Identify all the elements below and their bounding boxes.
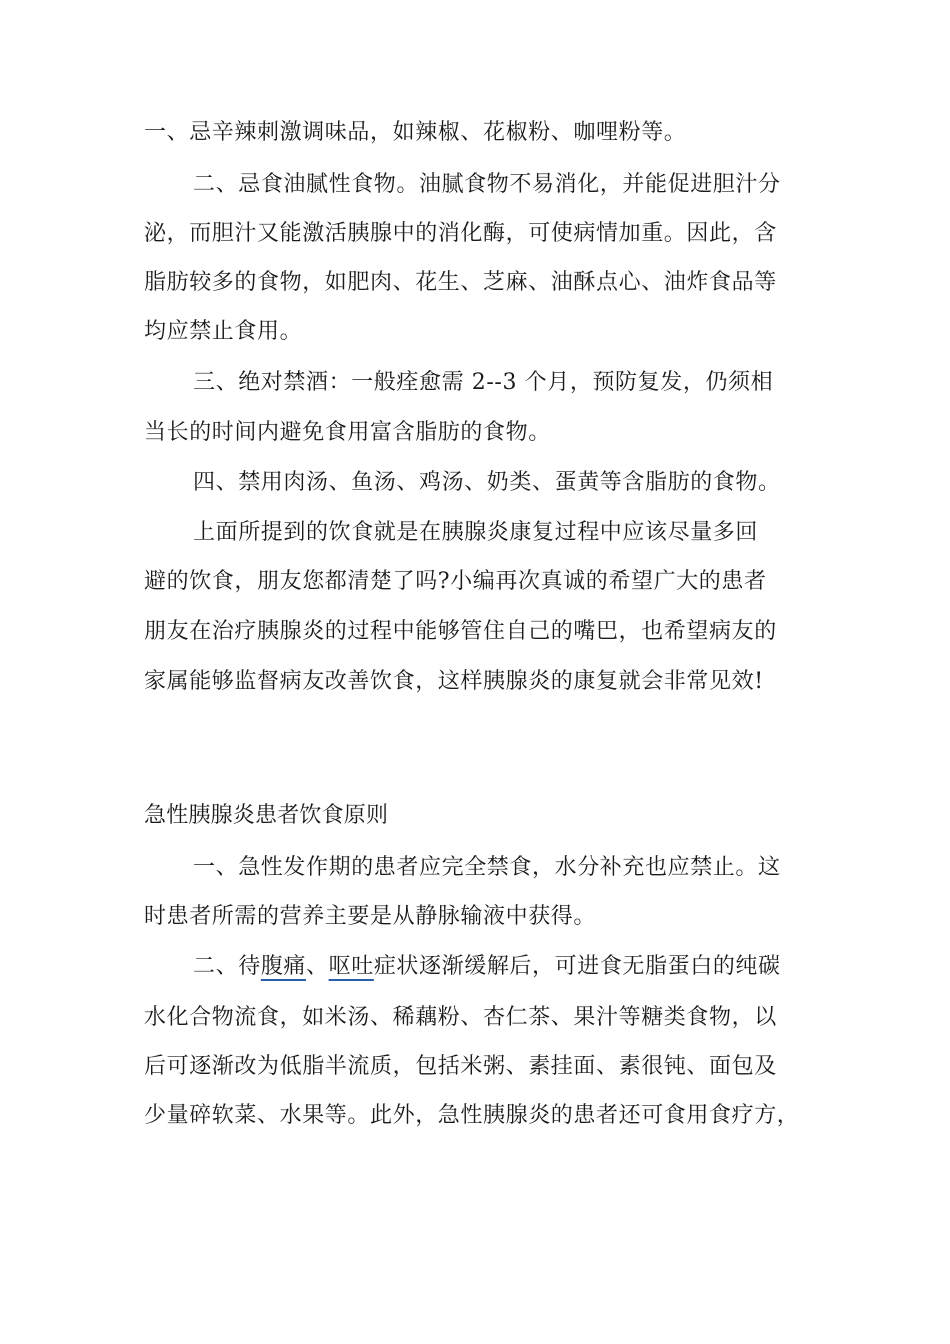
acute-item-1-line-1: 一、急性发作期的患者应完全禁食，水分补充也应禁止。这 <box>193 855 781 880</box>
item-2-line-2: 泌，而胆汁又能激活胰腺中的消化酶，可使病情加重。因此，含 <box>144 221 777 246</box>
summary-line-2: 避的饮食，朋友您都清楚了吗?小编再次真诚的希望广大的患者 <box>144 569 767 594</box>
abdominal-pain-link[interactable]: 腹痛 <box>260 954 307 979</box>
item-3-line-2: 当长的时间内避免食用富含脂肪的食物。 <box>144 420 551 445</box>
link-separator: 、 <box>306 954 329 979</box>
acute-item-2-prefix: 二、待 <box>193 954 261 979</box>
item-1-line: 一、忌辛辣刺激调味品，如辣椒、花椒粉、咖哩粉等。 <box>144 120 687 145</box>
section-heading: 急性胰腺炎患者饮食原则 <box>144 803 389 828</box>
summary-line-1: 上面所提到的饮食就是在胰腺炎康复过程中应该尽量多回 <box>193 520 759 545</box>
summary-line-3: 朋友在治疗胰腺炎的过程中能够管住自己的嘴巴，也希望病友的 <box>144 619 777 644</box>
item-4-line: 四、禁用肉汤、鱼汤、鸡汤、奶类、蛋黄等含脂肪的食物。 <box>193 470 781 495</box>
item-2-line-3: 脂肪较多的食物，如肥肉、花生、芝麻、油酥点心、油炸食品等 <box>144 270 777 295</box>
acute-item-2-line-2: 水化合物流食，如米汤、稀藕粉、杏仁茶、果汁等糖类食物，以 <box>144 1005 777 1030</box>
acute-item-2-line-4: 少量碎软菜、水果等。此外，急性胰腺炎的患者还可食用食疗方， <box>144 1103 800 1128</box>
item-2-line-4: 均应禁止食用。 <box>144 319 303 344</box>
acute-item-2-line-3: 后可逐渐改为低脂半流质，包括米粥、素挂面、素很钝、面包及 <box>144 1054 777 1079</box>
item-3-line-1: 三、绝对禁酒：一般痊愈需 2--3 个月，预防复发，仍须相 <box>193 370 774 395</box>
summary-line-4: 家属能够监督病友改善饮食，这样胰腺炎的康复就会非常见效! <box>144 669 764 694</box>
vomiting-link[interactable]: 呕吐 <box>328 954 374 979</box>
acute-item-2-suffix: 症状逐渐缓解后，可进食无脂蛋白的纯碳 <box>373 954 781 979</box>
item-2-line-1: 二、忌食油腻性食物。油腻食物不易消化，并能促进胆汁分 <box>193 172 781 197</box>
acute-item-2-line-1 <box>193 952 813 982</box>
acute-item-1-line-2: 时患者所需的营养主要是从静脉输液中获得。 <box>144 904 597 929</box>
